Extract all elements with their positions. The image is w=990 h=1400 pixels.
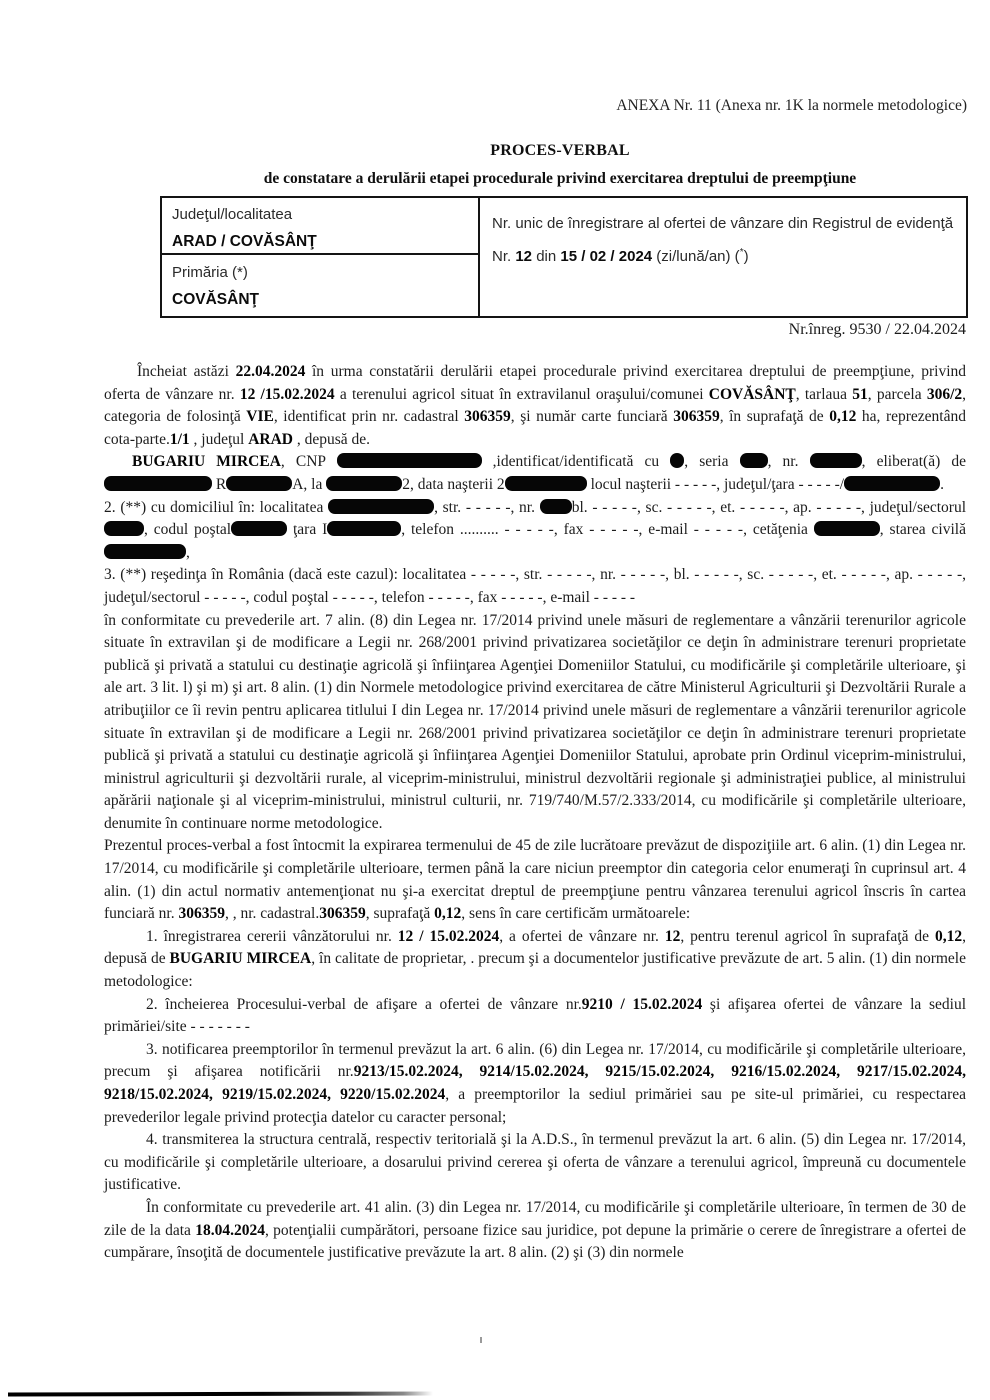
paragraph-termen-30-zile bbox=[104, 1197, 966, 1265]
primaria-label: Primăria (*) bbox=[172, 264, 248, 281]
redaction-bar bbox=[327, 521, 401, 536]
text-run: din bbox=[532, 248, 561, 265]
paragraph-prezentul bbox=[104, 835, 966, 925]
bold-text-run: 0,12 bbox=[434, 905, 462, 923]
bold-text-run: 9213/15.02.2024, 9214/15.02.2024, 9215/15.02.2024, 9216/15.02.2024, 9217/15.02.2024, 9218/15.02.2024, 9219/15.02.2024, 9220/15.02.2024 bbox=[104, 1063, 966, 1103]
header-table bbox=[160, 196, 968, 318]
bold-text-run: 306359 bbox=[178, 905, 225, 923]
text-run: , bbox=[186, 543, 190, 561]
document-subtitle: de constatare a derulării etapei procedurale privind exercitarea dreptului de preempţiune bbox=[263, 170, 857, 187]
bold-text-run: 22.04.2024 bbox=[235, 363, 306, 380]
paragraph-punct-4 bbox=[104, 1129, 966, 1197]
text-run: , telefon .......... - - - - -, fax - - - - -, e-mail - - - - -, cetăţenia bbox=[401, 521, 814, 539]
text-run: , în suprafaţă de bbox=[719, 408, 830, 426]
text-run: în conformitate cu prevederile art. 7 alin. (8) din Legea nr. 17/2014 privind unele măsuri de reglementare a vânzării terenurilor agricole situate în extravilan şi de modificare a Legii nr. 268/2001 privind privatizarea societăţilor ce deţin în administrare terenuri proprietate publică şi privată a statului cu destinaţie agricolă şi înfiinţarea Agenţiei Domeniilor Statului, cu modificările şi completările ulterioare, şi ale art. 3 lit. l) şi m) şi art. 8 alin. (1) din Normele metodologice privind exercitarea de către Ministerul Agriculturii şi Dezvoltării Rurale a atribuţiilor ce îi revin pentru aplicarea titlului I din Legea nr. 17/2014 privind unele măsuri de reglementare a vânzării terenurilor agricole situate în extravilan şi de modificare a Legii nr. 268/2001 privind privatizarea societăţilor ce deţin în administrare terenuri proprietate publică şi privată a statului cu destinaţie agricolă şi înfiinţarea Agenţiei Domeniilor Statului, aprobate prin Ordinul viceprim-ministrului, ministrul agriculturii şi dezvoltării rurale, al viceprim-ministrului, ministrul dezvoltării regionale şi administraţiei publice, al ministrului apărării naţionale şi al viceprim-ministrului, ministrul culturii, nr. 719/740/M.57/2.333/2014, cu modificările şi completările ulterioare, denumite în continuare norme metodologice. bbox=[104, 611, 966, 832]
bold-text-run: BUGARIU MIRCEA bbox=[132, 453, 281, 471]
redaction-bar bbox=[740, 453, 768, 468]
text-run: , codul poştal bbox=[144, 521, 232, 539]
text-run: Încheiat astăzi bbox=[137, 363, 236, 380]
document-title: PROCES-VERBAL bbox=[490, 142, 630, 159]
text-run: 1. înregistrarea cererii vânzătorului nr. bbox=[146, 927, 398, 945]
bold-text-run: 12 /15.02.2024 bbox=[239, 385, 335, 403]
text-run: , pentru terenul agricol în suprafaţă de bbox=[680, 927, 935, 945]
text-run: , , nr. cadastral. bbox=[224, 905, 320, 923]
paragraph-punct-3 bbox=[104, 1039, 966, 1129]
text-run: , a ofertei de vânzare nr. bbox=[499, 927, 665, 945]
text-run: În conformitate cu prevederile art. 41 alin. (3) din Legea nr. 17/2014, cu modificările şi completările ulterioare, în termen de 30 de zile de la data bbox=[104, 1198, 966, 1239]
text-run: , depusă de bbox=[104, 927, 966, 968]
bold-text-run: ARAD bbox=[248, 430, 293, 448]
text-run: , eliberat(ă) de bbox=[861, 453, 966, 471]
bold-text-run: 9210 / 15.02.2024 bbox=[581, 995, 703, 1013]
superscript-asterisk: * bbox=[739, 247, 744, 258]
bold-text-run: 12 / 15.02.2024 bbox=[397, 927, 500, 945]
bold-text-run: 15 / 02 / 2024 bbox=[560, 248, 653, 265]
text-run: ) bbox=[743, 248, 749, 265]
bold-text-run: 1/1 bbox=[169, 430, 190, 448]
text-run: . bbox=[940, 475, 944, 493]
text-run: , în calitate de proprietar, . precum şi a documentelor justificative prevăzute de art. 5 alin. (1) din normele metodologice: bbox=[104, 950, 966, 991]
text-run: , judeţul bbox=[189, 430, 249, 448]
bold-text-run: 306359 bbox=[464, 408, 511, 426]
document-body bbox=[104, 361, 966, 1265]
text-run: , parcela bbox=[867, 385, 927, 403]
anexa-note: ANEXA Nr. 11 (Anexa nr. 1K la normele metodologice) bbox=[616, 97, 967, 114]
redaction-bar bbox=[670, 453, 684, 468]
text-run: , suprafaţă bbox=[365, 905, 435, 923]
text-run: a terenului agricol situat în extravilanul oraşului/comunei bbox=[334, 385, 709, 403]
bold-text-run: 18.04.2024 bbox=[195, 1221, 265, 1239]
cell-judet bbox=[162, 198, 478, 255]
header-table-left-column bbox=[162, 198, 480, 316]
text-run: A, la bbox=[292, 475, 327, 493]
registru-label: Nr. unic de înregistrare al ofertei de vânzare din Registrul de evidenţă bbox=[492, 215, 954, 232]
bold-text-run: 12 bbox=[664, 927, 681, 945]
text-run: , categoria de folosinţă bbox=[104, 385, 966, 426]
text-run: , depusă de. bbox=[293, 430, 371, 448]
text-run: ,identificat/identificată cu bbox=[481, 453, 671, 471]
cell-registru bbox=[480, 198, 966, 316]
registru-number bbox=[492, 239, 958, 271]
text-run: , seria bbox=[684, 453, 740, 471]
text-run: Nr. bbox=[492, 248, 516, 265]
text-run: , potenţialii cumpărători, persoane fizice sau juridice, pot depune la primărie o cerere de înregistrare a ofertei de cumpărare, însoţită de documentele justificative prevăzute la art. 8 alin. (2) şi (3) din normele bbox=[104, 1221, 966, 1262]
judet-value: ARAD / COVĂSÂNŢ bbox=[172, 233, 317, 250]
text-run: 2. (**) cu domiciliul în: localitatea bbox=[104, 498, 329, 516]
text-run: , CNP bbox=[280, 453, 337, 471]
redaction-bar bbox=[328, 499, 434, 514]
text-run: 4. transmiterea la structura centrală, respectiv teritorială şi la A.D.S., în termenul prevăzut la art. 6 alin. (5) din Legea nr. 17/2014, cu modificările şi completările ulterioare, a dosarului privind cererea şi oferta de vânzare a terenului agricol, împreună cu documentele justificative. bbox=[104, 1131, 966, 1194]
bold-text-run: VIE bbox=[246, 408, 274, 426]
redaction-bar bbox=[231, 521, 287, 536]
bold-text-run: 12 bbox=[515, 248, 533, 265]
text-run: , nr. bbox=[767, 453, 810, 471]
text-run: Prezentul proces-verbal a fost întocmit la expirarea termenului de 45 de zile lucrătoare prevăzut de dispoziţiile art. 6 alin. (1) din Legea nr. 17/2014, cu modificările şi completările ulterioare, termen până la care niciun preemptor din categoria celor enumeraţi în cuprinsul art. 4 alin. (1) din actul normativ antemenţionat nu şi-a exercitat dreptul de preempţiune pentru vânzarea terenului agricol înscris în cartea funciară nr. bbox=[104, 837, 966, 923]
redaction-bar bbox=[326, 476, 402, 491]
text-run: , a preemptorilor la sediul primăriei sau pe site-ul primăriei, cu respectarea prevederilor legale privind protecţia datelor cu caracter personal; bbox=[104, 1086, 966, 1126]
paragraph-punct-2 bbox=[104, 994, 966, 1039]
redaction-bar bbox=[814, 521, 880, 536]
text-run: 3. (**) reşedinţa în România (dacă este cazul): localitatea - - - - -, str. - - - - -, nr. - - - - -, bl. - - - - -, sc. - - - - -, et. - - - - -, ap. - - - - -, judeţul/sectorul - - - - -, codul poştal - - - - -, telefon - - - - -, fax - - - - -, e-mail - - - - - bbox=[104, 566, 966, 606]
text-run: bl. - - - - -, sc. - - - - -, et. - - - - -, ap. - - - - -, judeţul/sectorul bbox=[571, 498, 967, 516]
text-run: R bbox=[212, 475, 227, 493]
paragraph-vanzator bbox=[104, 451, 966, 496]
redaction-bar bbox=[337, 453, 482, 468]
text-run: locul naşterii - - - - -, judeţul/ţara - - - - -/ bbox=[586, 475, 845, 493]
bold-text-run: 306/2 bbox=[926, 385, 963, 403]
text-run: (zi/lună/an) ( bbox=[652, 248, 740, 265]
cell-primaria bbox=[162, 255, 478, 318]
redaction-bar bbox=[844, 476, 940, 491]
paragraph-incheiat bbox=[104, 361, 966, 451]
paragraph-temei-legal bbox=[104, 610, 966, 836]
redaction-bar bbox=[104, 521, 144, 536]
bold-text-run: BUGARIU MIRCEA bbox=[169, 950, 312, 968]
bold-text-run: 0,12 bbox=[829, 408, 857, 426]
paragraph-resedinta bbox=[104, 564, 966, 609]
registration-number: Nr.înreg. 9530 / 22.04.2024 bbox=[788, 321, 966, 338]
primaria-value: COVĂSÂNŢ bbox=[172, 291, 259, 308]
redaction-bar bbox=[810, 453, 862, 468]
redaction-bar bbox=[226, 476, 292, 491]
bold-text-run: 306359 bbox=[673, 408, 720, 426]
bold-text-run: 0,12 bbox=[934, 927, 963, 945]
bold-text-run: COVĂSÂNŢ bbox=[708, 385, 796, 403]
text-run: în urma constatării derulării etapei procedurale privind exercitarea dreptului de preempţiune, privind oferta de vânzare nr. bbox=[104, 363, 967, 403]
text-run: , starea civilă bbox=[879, 521, 966, 539]
bold-text-run: 51 bbox=[852, 385, 868, 403]
redaction-bar bbox=[540, 499, 572, 514]
text-run: ha, reprezentând cota-parte. bbox=[104, 408, 966, 448]
text-run: , sens în care certificăm următoarele: bbox=[461, 905, 691, 923]
bold-text-run: 306359 bbox=[319, 905, 366, 923]
paragraph-domiciliu bbox=[104, 497, 966, 565]
paragraph-punct-1 bbox=[104, 926, 966, 994]
text-run: 2. încheierea Procesului-verbal de afişare a ofertei de vânzare nr. bbox=[146, 995, 582, 1013]
text-run: , str. - - - - -, nr. bbox=[434, 498, 540, 516]
redaction-bar bbox=[104, 544, 186, 559]
text-run: , şi număr carte funciară bbox=[510, 408, 674, 426]
text-run: 2, data naşterii 2 bbox=[402, 475, 505, 493]
text-run: , tarlaua bbox=[795, 385, 853, 403]
scan-line-artifact bbox=[8, 1391, 433, 1396]
text-run: ţara I bbox=[287, 521, 328, 539]
redaction-bar bbox=[505, 476, 587, 491]
judet-label: Judeţul/localitatea bbox=[172, 206, 293, 223]
text-run: , identificat prin nr. cadastral bbox=[273, 408, 465, 426]
redaction-bar bbox=[104, 476, 212, 491]
text-run: şi afişarea ofertei de vânzare la sediul primăriei/site - - - - - - - bbox=[104, 995, 967, 1036]
text-run: 3. notificarea preemptorilor în termenul prevăzut la art. 6 alin. (6) din Legea nr. 17/2014, cu modificările şi completările ulterioare, precum şi afişarea notificării nr. bbox=[104, 1040, 966, 1081]
scan-speck-artifact bbox=[480, 1337, 482, 1343]
